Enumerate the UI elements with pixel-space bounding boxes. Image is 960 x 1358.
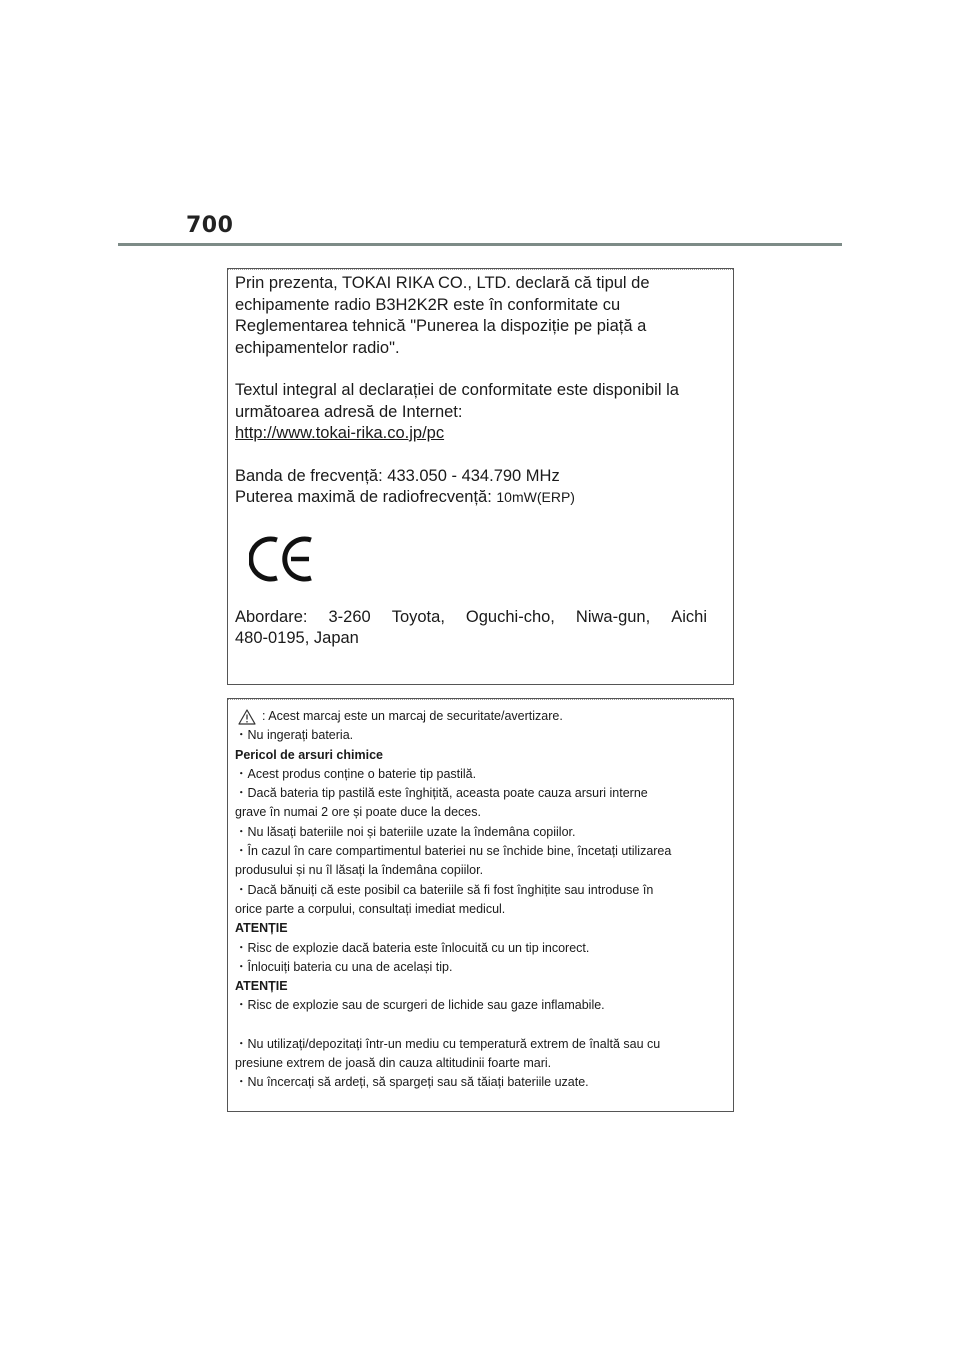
address-line-1 bbox=[235, 607, 707, 629]
warning-line: ・În cazul în care compartimentul bateriei nu se închide bine, încetați utilizarea bbox=[235, 844, 672, 859]
warning-line: ・Risc de explozie sau de scurgeri de lichide sau gaze inflamabile. bbox=[235, 998, 605, 1013]
power-value: 10mW(ERP) bbox=[496, 489, 575, 505]
page-number: 700 bbox=[186, 213, 234, 238]
warning-heading: ATENȚIE bbox=[235, 979, 288, 994]
address-word: 3-260 bbox=[328, 607, 371, 626]
warning-line: ・Nu utilizați/depozitați într-un mediu cu temperatură extrem de înaltă sau cu bbox=[235, 1036, 661, 1051]
warning-line: ・Înlocuiți bateria cu una de același tip. bbox=[235, 959, 453, 974]
declaration-box bbox=[227, 268, 734, 685]
warning-line: ・Dacă bănuiți că este posibil ca bateriile să fi fost înghițite sau introduse în bbox=[235, 882, 654, 897]
warning-line: produsului și nu îl lăsați la îndemâna copiilor. bbox=[235, 863, 484, 878]
address-word: Aichi bbox=[671, 607, 707, 626]
warning-line: presiune extrem de joasă din cauza altitudinii foarte mari. bbox=[235, 1056, 552, 1071]
address-word: Abordare: bbox=[235, 607, 308, 626]
address-word: Toyota, bbox=[391, 607, 445, 626]
warning-triangle-icon bbox=[238, 709, 256, 725]
frequency-band: Banda de frecvență: 433.050 - 434.790 MHz bbox=[235, 466, 560, 485]
address-line-2: 480-0195, Japan bbox=[235, 629, 359, 647]
warning-line: grave în numai 2 ore și poate duce la deces. bbox=[235, 805, 481, 820]
radio-specs bbox=[235, 466, 707, 509]
power-label: Puterea maximă de radiofrecvență: bbox=[235, 488, 497, 506]
header-rule bbox=[118, 243, 842, 246]
address-word: Oguchi-cho, bbox=[465, 607, 555, 626]
warning-line: orice parte a corpului, consultați imediat medicul. bbox=[235, 901, 506, 916]
warning-heading: ATENȚIE bbox=[235, 921, 288, 936]
warning-intro bbox=[235, 707, 713, 726]
declaration-availability bbox=[235, 380, 707, 445]
declaration-url-link[interactable]: http://www.tokai-rika.co.jp/pc bbox=[235, 424, 445, 442]
warning-line: ・Nu lăsați bateriile noi și bateriile uzate la îndemâna copiilor. bbox=[235, 824, 576, 839]
warning-line: ・Dacă bateria tip pastilă este înghițită, aceasta poate cauza arsuri interne bbox=[235, 786, 648, 801]
warning-line: ・Risc de explozie dacă bateria este înlocuită cu un tip incorect. bbox=[235, 940, 590, 955]
manufacturer-address bbox=[235, 607, 707, 650]
warning-line: ・Nu ingerați bateria. bbox=[235, 728, 354, 743]
warning-line: ・Nu încercați să ardeți, să spargeți sau să tăiați bateriile uzate. bbox=[235, 1075, 589, 1090]
declaration-paragraph: Prin prezenta, TOKAI RIKA CO., LTD. declară că tipul de echipamente radio B3H2K2R este în conformitate cu Reglementarea tehnică "Punerea la dispoziție pe piață a echipamentelor radio". bbox=[235, 274, 650, 357]
warning-intro-text: : Acest marcaj este un marcaj de securitate/avertizare. bbox=[262, 709, 563, 723]
warning-line: ・Acest produs conține o baterie tip pastilă. bbox=[235, 766, 477, 781]
address-word: Niwa-gun, bbox=[575, 607, 651, 626]
warning-heading: Pericol de arsuri chimice bbox=[235, 747, 383, 762]
availability-text: Textul integral al declarației de conformitate este disponibil la următoarea adresă de Internet: bbox=[235, 381, 679, 421]
battery-warning-box bbox=[227, 698, 734, 1112]
ce-mark-icon bbox=[249, 535, 315, 583]
warning-lines bbox=[235, 726, 713, 1092]
